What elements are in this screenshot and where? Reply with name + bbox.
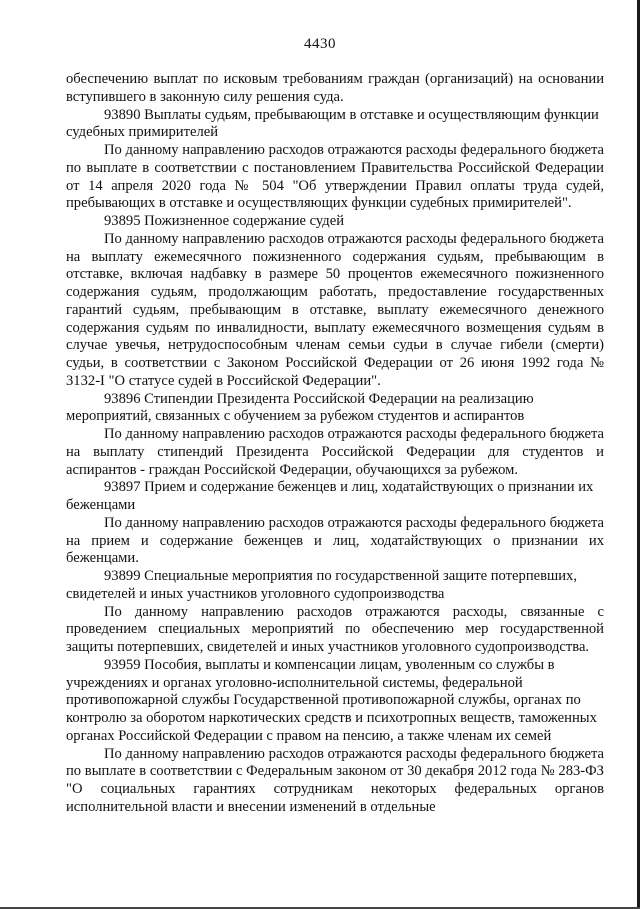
page-number: 4430 xyxy=(304,36,336,52)
section-heading: 93959 Пособия, выплаты и компенсации лицам, уволенным со службы в учреждениях и органах уголовно-исполнительной системы, федеральной противопожарной службы Государственной противопожарной службы, органах по контролю за оборотом наркотических средств и психотропных веществ, таможенных органах Российской Федерации с правом на пенсию, а также членам их семей xyxy=(66,656,597,744)
section-heading: 93899 Специальные мероприятия по государственной защите потерпевших, свидетелей и иных участников уголовного судопроизводства xyxy=(66,568,577,602)
body-paragraph: По данному направлению расходов отражаются расходы федерального бюджета на выплату стипендий Президента Российской Федерации для студентов и аспирантов - граждан Российской Федерации, обучающихся за рубежом. xyxy=(66,426,604,478)
body-paragraph: По данному направлению расходов отражаются расходы федерального бюджета по выплате в соответствии с постановлением Правительства Российской Федерации от 14 апреля 2020 года № 504 "Об утверждении Правил оплаты труда судей, пребывающих в отставке и осуществляющих функции судебных примирителей". xyxy=(66,142,604,212)
section-heading: 93897 Прием и содержание беженцев и лиц, ходатайствующих о признании их беженцами xyxy=(66,479,594,513)
section-heading: 93890 Выплаты судьям, пребывающим в отставке и осуществляющим функции судебных примирителей xyxy=(66,106,599,141)
body-paragraph: По данному направлению расходов отражаются расходы, связанные с проведением специальных мероприятий по обеспечению мер государственной защиты потерпевших, свидетелей и иных участников уголовного судопроизводства. xyxy=(66,603,604,655)
section-heading: 93896 Стипендии Президента Российской Федерации на реализацию мероприятий, связанных с обучением за рубежом студентов и аспирантов xyxy=(66,390,534,425)
document-body xyxy=(66,71,604,817)
body-paragraph: По данному направлению расходов отражаются расходы федерального бюджета на выплату ежемесячного пожизненного содержания судьям, пребывающим в отставке, включая надбавку в размере 50 процентов ежемесячного пожизненного содержания судьям, продолжающим работать, предоставление государственных гарантий судьям, пребывающим в отставке, выплату ежемесячного денежного содержания судьям по инвалидности, выплату ежемесячного возмещения судьям в случае увечья, нетрудоспособным членам семьи судьи в случае гибели (смерти) судьи, в соответствии с Законом Российской Федерации от 26 июня 1992 года № 3132-I "О статусе судей в Российской Федерации". xyxy=(66,230,604,389)
body-paragraph: По данному направлению расходов отражаются расходы федерального бюджета на прием и содержание беженцев и лиц, ходатайствующих о признании их беженцами. xyxy=(66,514,604,567)
section-heading: 93895 Пожизненное содержание судей xyxy=(104,213,345,229)
body-paragraph: обеспечению выплат по исковым требованиям граждан (организаций) на основании вступившего в законную силу решения суда. xyxy=(66,71,604,105)
body-paragraph: По данному направлению расходов отражаются расходы федерального бюджета по выплате в соответствии с Федеральным законом от 30 декабря 2012 года № 283-ФЗ "О социальных гарантиях сотрудникам некоторых федеральных органов исполнительной власти и внесении изменений в отдельные xyxy=(66,745,604,815)
